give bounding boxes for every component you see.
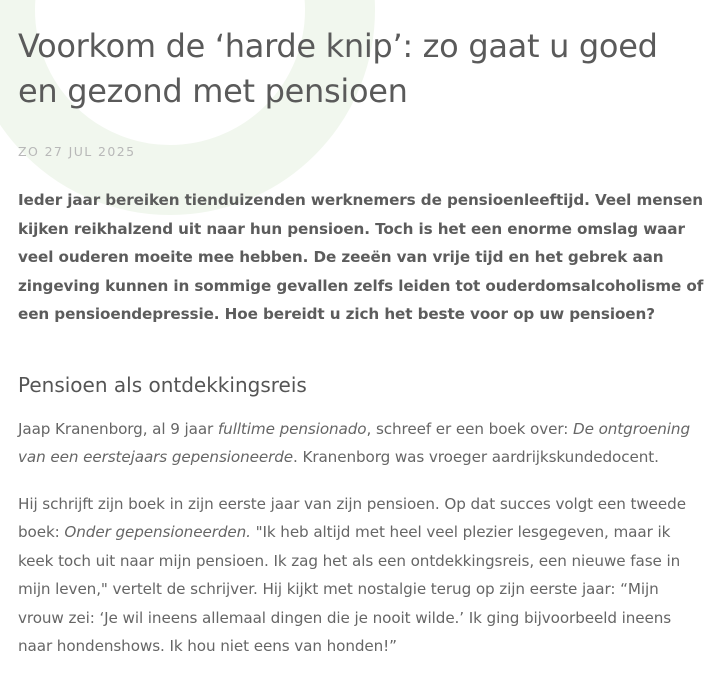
paragraph-2-emphasis-a: Onder gepensioneerden.	[64, 523, 251, 541]
paragraph-2-text-a: Hij schrijft zijn boek in zijn eerste jaar van zijn pensioen. Op dat succes volgt een tweede boek:	[18, 494, 686, 541]
paragraph-1-text-a: Jaap Kranenborg, al 9 jaar	[18, 419, 218, 438]
paragraph-1-emphasis-b: De ontgroening van een eerstejaars gepensioneerde	[18, 419, 690, 466]
paragraph-2-text-b: "Ik heb altijd met heel veel plezier lesgegeven, maar ik keek toch uit naar mijn pensioen. Ik zag het als een ontdekkingsreis, een nieuwe fase in mijn leven," vertelt de schrijver. Hij kijkt met nostalgie terug op zijn eerste jaar: “Mijn vrouw zei: ‘Je wil ineens allemaal dingen die je nooit wilde.’ Ik ging bijvoorbeeld ineens naar hondenshows. Ik hou niet eens van honden!”	[18, 523, 681, 655]
article-title: Voorkom de ‘harde knip’: zo gaat u goed en gezond met pensioen	[18, 27, 658, 110]
paragraph-1-emphasis-a: fulltime pensionado	[217, 419, 367, 438]
paragraph-1	[18, 415, 704, 472]
paragraph-2	[18, 490, 704, 661]
section-heading: Pensioen als ontdekkingsreis	[18, 372, 307, 397]
paragraph-1-text-b: , schreef er een boek over:	[366, 419, 574, 438]
paragraph-1-text-c: . Kranenborg was vroeger aardrijkskundedocent.	[293, 448, 659, 466]
article-lead: Ieder jaar bereiken tienduizenden werknemers de pensioenleeftijd. Veel mensen kijken reikhalzend uit naar hun pensioen. Toch is het een enorme omslag waar veel ouderen moeite mee hebben. De zeeën van vrije tijd en het gebrek aan zingeving kunnen in sommige gevallen zelfs leiden tot ouderdomsalcoholisme of een pensioendepressie. Hoe bereidt u zich het beste voor op uw pensioen?	[18, 191, 704, 323]
article-date: ZO 27 JUL 2025	[18, 144, 136, 159]
